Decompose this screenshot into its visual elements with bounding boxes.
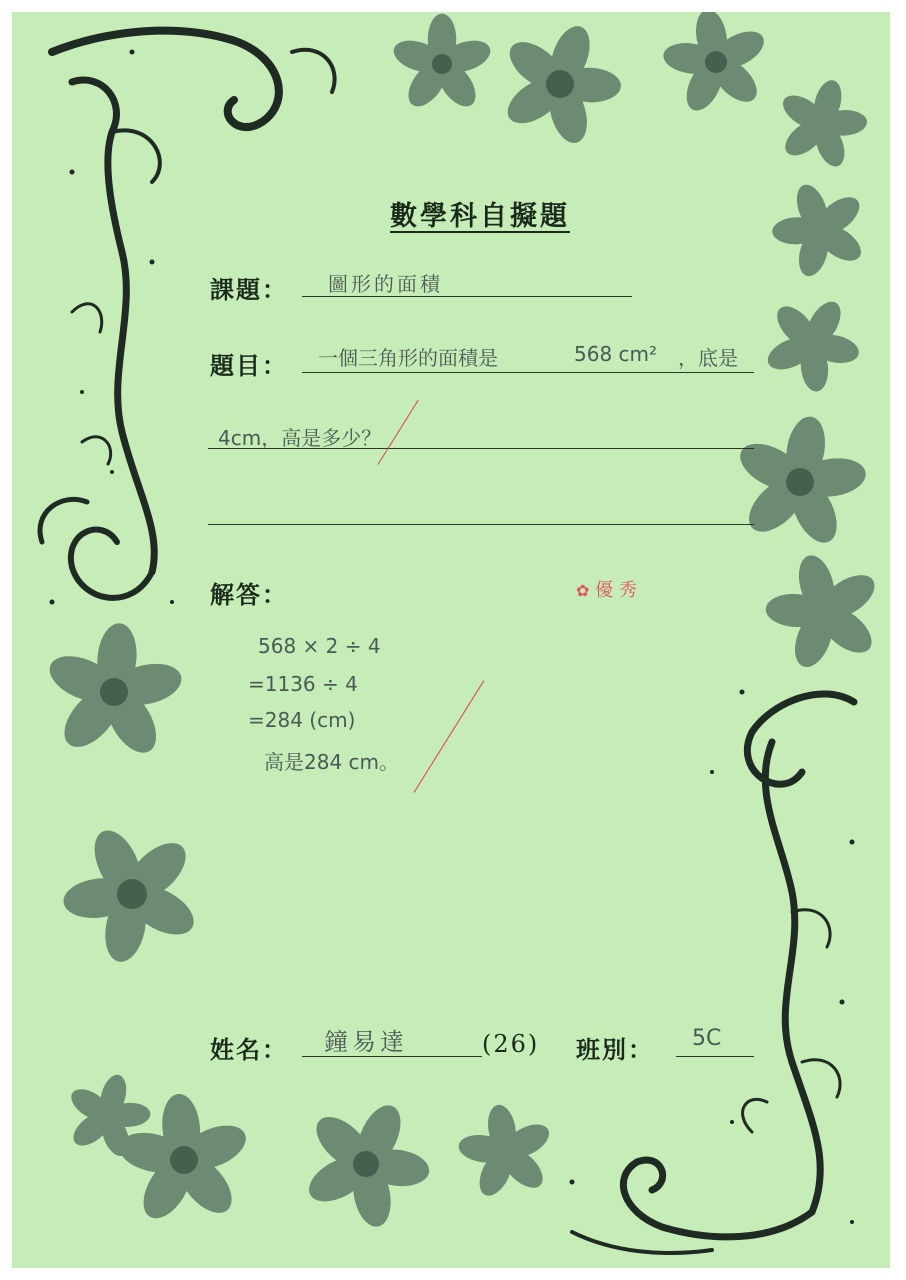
- solution-step-2: =1136 ÷ 4: [248, 672, 358, 696]
- class-underline: [676, 1056, 754, 1057]
- name-label: 姓名：: [210, 1035, 288, 1064]
- question-underline-3: [208, 524, 754, 525]
- flower-icon: [765, 68, 878, 178]
- worksheet-paper: [12, 12, 890, 1268]
- teacher-stamp-icon: ✿ 優 秀: [576, 580, 637, 601]
- solution-step-3: =284 (cm): [248, 708, 356, 732]
- name-underline: [302, 1056, 482, 1057]
- class-label: 班別：: [576, 1035, 654, 1064]
- question-line2-text: 4cm，高是多少？: [218, 426, 382, 450]
- question-underline-2: [208, 448, 754, 449]
- flower-icon: [750, 540, 890, 683]
- flower-icon: [757, 168, 882, 290]
- solution-answer: 高是284 cm。: [264, 750, 400, 774]
- stamp-text: 優 秀: [595, 580, 637, 601]
- scroll-vine-icon: [572, 694, 854, 1253]
- topic-label: 課題：: [210, 275, 288, 304]
- page-title: 數學科自擬題: [390, 201, 570, 232]
- solution-step-1: 568 × 2 ÷ 4: [258, 634, 381, 658]
- flower-icon: [449, 1096, 563, 1206]
- question-underline-1: [302, 372, 754, 373]
- topic-value: 圖形的面積: [328, 272, 443, 296]
- question-area-value: 568 cm²: [574, 342, 658, 366]
- answer-label: 解答：: [210, 580, 288, 609]
- student-number: (26): [482, 1030, 540, 1058]
- flower-icon: [746, 278, 879, 409]
- class-value: 5C: [692, 1026, 722, 1051]
- scroll-vine-icon: [40, 31, 335, 598]
- question-line1-text: 一個三角形的面積是: [318, 346, 498, 370]
- question-label: 題目：: [210, 351, 288, 380]
- topic-underline: [302, 296, 632, 297]
- name-value: 鐘易達: [324, 1028, 408, 1056]
- question-line1-end: ，底是: [678, 346, 738, 370]
